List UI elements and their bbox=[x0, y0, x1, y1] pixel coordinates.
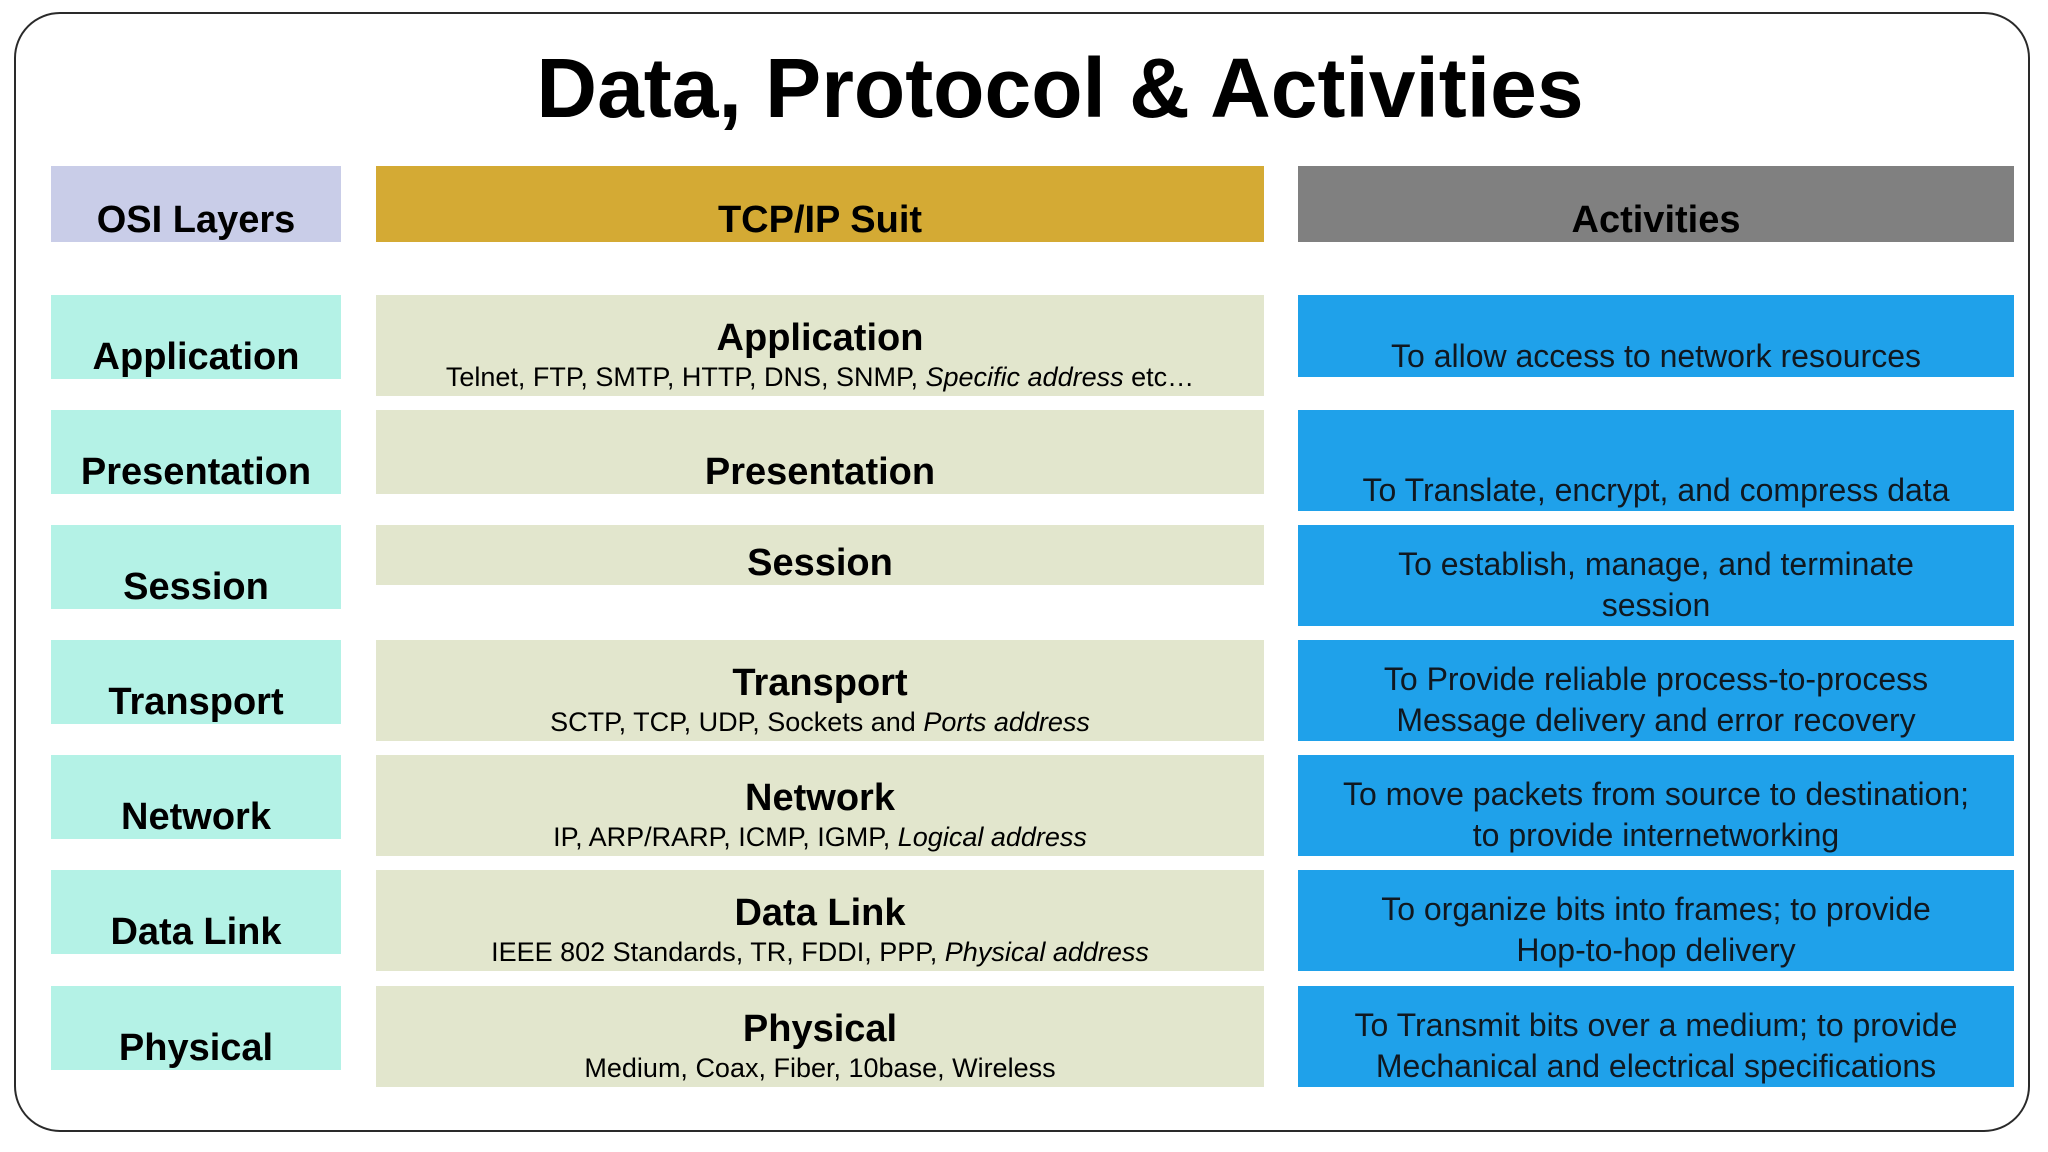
tcp-ip-suit-header bbox=[376, 166, 1264, 242]
osi-layer-application bbox=[51, 295, 341, 379]
protocols-tail-text: etc… bbox=[1123, 362, 1195, 392]
address-type-text: Logical address bbox=[897, 822, 1087, 852]
osi-layer-label: Network bbox=[121, 796, 271, 838]
tcp-layer-protocols bbox=[553, 820, 1087, 854]
tcp-layer-title: Data Link bbox=[734, 892, 906, 934]
osi-layer-label: Transport bbox=[108, 681, 284, 723]
osi-layer-data-link bbox=[51, 870, 341, 954]
tcp-layer-title: Session bbox=[747, 542, 893, 584]
tcp-layer-application bbox=[376, 295, 1264, 396]
osi-layers-header bbox=[51, 166, 341, 242]
tcp-layer-title: Application bbox=[716, 317, 924, 359]
osi-layer-label: Data Link bbox=[110, 911, 282, 953]
activity-application bbox=[1298, 295, 2014, 377]
osi-layer-physical bbox=[51, 986, 341, 1070]
tcp-layer-network bbox=[376, 755, 1264, 856]
tcp-layer-protocols bbox=[491, 935, 1149, 969]
activities-header bbox=[1298, 166, 2014, 242]
tcp-layer-protocols bbox=[446, 360, 1194, 394]
protocols-text: IEEE 802 Standards, TR, FDDI, PPP, bbox=[491, 937, 945, 967]
tcp-layer-title: Presentation bbox=[704, 451, 936, 493]
activity-physical bbox=[1298, 986, 2014, 1087]
tcp-layer-title: Physical bbox=[742, 1008, 898, 1050]
activity-presentation bbox=[1298, 410, 2014, 511]
tcp-ip-suit-header-label: TCP/IP Suit bbox=[717, 199, 923, 241]
osi-layer-label: Session bbox=[123, 566, 269, 608]
activity-transport bbox=[1298, 640, 2014, 741]
protocols-text: Medium, Coax, Fiber, 10base, Wireless bbox=[584, 1053, 1056, 1083]
tcp-layer-session bbox=[376, 525, 1264, 585]
tcp-layer-transport bbox=[376, 640, 1264, 741]
address-type-text: Physical address bbox=[944, 937, 1149, 967]
osi-layers-header-label: OSI Layers bbox=[96, 199, 296, 241]
activity-text: To Provide reliable process-to-process Message delivery and error recovery bbox=[1383, 661, 1929, 738]
activity-data-link bbox=[1298, 870, 2014, 971]
slide-title: Data, Protocol & Activities bbox=[536, 41, 1584, 135]
activities-header-label: Activities bbox=[1571, 199, 1741, 241]
activity-text: To organize bits into frames; to provide Hop-to-hop delivery bbox=[1381, 891, 1931, 968]
tcp-layer-presentation bbox=[376, 410, 1264, 494]
address-type-text: Specific address bbox=[925, 362, 1124, 392]
tcp-layer-protocols bbox=[584, 1051, 1055, 1085]
tcp-layer-title: Network bbox=[745, 777, 895, 819]
tcp-layer-protocols bbox=[550, 705, 1090, 739]
osi-layer-label: Physical bbox=[118, 1027, 274, 1069]
protocols-text: Telnet, FTP, SMTP, HTTP, DNS, SNMP, bbox=[445, 362, 926, 392]
osi-layer-transport bbox=[51, 640, 341, 724]
tcp-layer-title: Transport bbox=[732, 662, 908, 704]
activity-text: To Translate, encrypt, and compress data bbox=[1362, 472, 1950, 508]
osi-layer-label: Presentation bbox=[80, 451, 312, 493]
activity-text: To Transmit bits over a medium; to provide Mechanical and electrical specifications bbox=[1354, 1007, 1958, 1084]
osi-layer-session bbox=[51, 525, 341, 609]
address-type-text: Ports address bbox=[923, 707, 1090, 737]
tcp-layer-data-link bbox=[376, 870, 1264, 971]
activity-network bbox=[1298, 755, 2014, 856]
tcp-layer-physical bbox=[376, 986, 1264, 1087]
protocols-text: IP, ARP/RARP, ICMP, IGMP, bbox=[553, 822, 898, 852]
osi-layer-network bbox=[51, 755, 341, 839]
activity-text: To allow access to network resources bbox=[1391, 338, 1921, 374]
activity-text: To move packets from source to destination; to provide internetworking bbox=[1342, 776, 1970, 853]
osi-layer-label: Application bbox=[92, 336, 300, 378]
protocols-text: SCTP, TCP, UDP, Sockets and bbox=[550, 707, 924, 737]
activity-session bbox=[1298, 525, 2014, 626]
osi-layer-presentation bbox=[51, 410, 341, 494]
activity-text: To establish, manage, and terminate session bbox=[1398, 546, 1914, 623]
